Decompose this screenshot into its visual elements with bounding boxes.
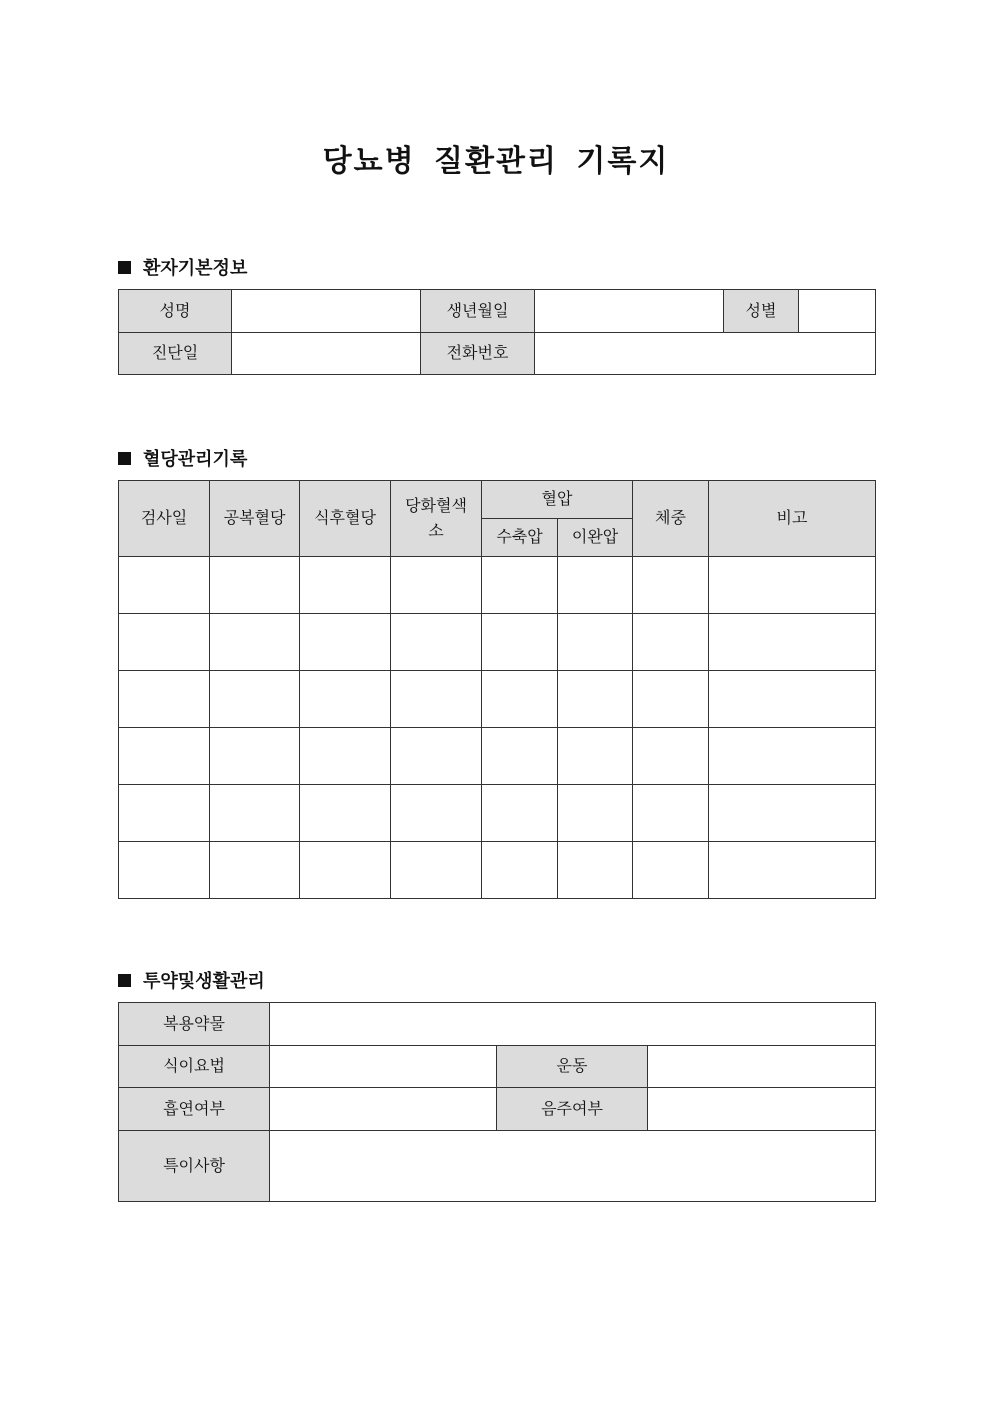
header-postmeal-glucose: 식후혈당 — [300, 481, 391, 557]
table-row — [119, 557, 876, 614]
table-cell[interactable] — [482, 728, 558, 785]
table-cell[interactable] — [119, 728, 210, 785]
table-cell[interactable] — [300, 614, 391, 671]
table-cell[interactable] — [558, 842, 633, 899]
table-cell[interactable] — [300, 671, 391, 728]
table-cell[interactable] — [391, 614, 482, 671]
table-cell[interactable] — [391, 557, 482, 614]
table-cell[interactable] — [119, 671, 210, 728]
glucose-section-title: 혈당관리기록 — [143, 449, 248, 470]
table-row — [119, 785, 876, 842]
table-cell[interactable] — [633, 728, 709, 785]
table-row — [119, 671, 876, 728]
table-cell[interactable] — [709, 842, 876, 899]
birth-field[interactable] — [535, 290, 724, 333]
header-weight: 체중 — [633, 481, 709, 557]
page-title: 당뇨병 질환관리 기록지 — [322, 144, 670, 179]
table-cell[interactable] — [210, 785, 300, 842]
patient-section-heading — [118, 254, 247, 280]
table-cell[interactable] — [709, 785, 876, 842]
exercise-field[interactable] — [648, 1046, 876, 1088]
header-blood-pressure: 혈압 — [482, 481, 633, 519]
square-bullet-icon — [118, 974, 131, 987]
table-cell[interactable] — [300, 785, 391, 842]
medication-label: 복용약물 — [119, 1003, 270, 1046]
table-cell[interactable] — [300, 557, 391, 614]
medication-field[interactable] — [270, 1003, 876, 1046]
patient-info-table — [118, 289, 876, 375]
birth-label: 생년월일 — [421, 290, 535, 333]
gender-field[interactable] — [799, 290, 876, 333]
square-bullet-icon — [118, 261, 131, 274]
phone-field[interactable] — [535, 333, 876, 375]
table-cell[interactable] — [210, 671, 300, 728]
table-cell[interactable] — [119, 785, 210, 842]
name-field[interactable] — [232, 290, 421, 333]
table-cell[interactable] — [558, 671, 633, 728]
table-cell[interactable] — [210, 557, 300, 614]
square-bullet-icon — [118, 452, 131, 465]
header-hba1c: 당화혈색소 — [391, 481, 482, 557]
table-cell[interactable] — [482, 785, 558, 842]
table-cell[interactable] — [300, 842, 391, 899]
lifestyle-table — [118, 1002, 876, 1202]
diagnosis-date-field[interactable] — [232, 333, 421, 375]
header-diastolic: 이완압 — [558, 519, 633, 557]
table-cell[interactable] — [482, 671, 558, 728]
name-label: 성명 — [119, 290, 232, 333]
glucose-record-table — [118, 480, 876, 899]
glucose-section-heading — [118, 445, 247, 471]
table-cell[interactable] — [633, 785, 709, 842]
table-cell[interactable] — [391, 785, 482, 842]
header-note: 비고 — [709, 481, 876, 557]
table-row — [119, 614, 876, 671]
table-cell[interactable] — [709, 614, 876, 671]
table-cell[interactable] — [709, 728, 876, 785]
table-cell[interactable] — [482, 614, 558, 671]
table-cell[interactable] — [300, 728, 391, 785]
table-cell[interactable] — [119, 842, 210, 899]
table-cell[interactable] — [210, 728, 300, 785]
table-cell[interactable] — [633, 671, 709, 728]
diet-field[interactable] — [270, 1046, 497, 1088]
smoking-label: 흡연여부 — [119, 1088, 270, 1131]
table-cell[interactable] — [633, 614, 709, 671]
table-cell[interactable] — [709, 671, 876, 728]
glucose-record-rows — [119, 557, 876, 899]
table-row — [119, 842, 876, 899]
diet-label: 식이요법 — [119, 1046, 270, 1088]
table-cell[interactable] — [119, 614, 210, 671]
table-cell[interactable] — [210, 842, 300, 899]
table-cell[interactable] — [633, 557, 709, 614]
exercise-label: 운동 — [497, 1046, 648, 1088]
header-systolic: 수축압 — [482, 519, 558, 557]
table-row — [119, 728, 876, 785]
drinking-label: 음주여부 — [497, 1088, 648, 1131]
phone-label: 전화번호 — [421, 333, 535, 375]
header-fasting-glucose: 공복혈당 — [210, 481, 300, 557]
gender-label: 성별 — [724, 290, 799, 333]
diagnosis-date-label: 진단일 — [119, 333, 232, 375]
table-cell[interactable] — [558, 557, 633, 614]
table-cell[interactable] — [558, 728, 633, 785]
table-cell[interactable] — [482, 842, 558, 899]
special-notes-field[interactable] — [270, 1131, 876, 1202]
table-cell[interactable] — [391, 671, 482, 728]
special-notes-label: 특이사항 — [119, 1131, 270, 1202]
table-cell[interactable] — [391, 842, 482, 899]
table-cell[interactable] — [391, 728, 482, 785]
table-cell[interactable] — [119, 557, 210, 614]
table-cell[interactable] — [482, 557, 558, 614]
table-cell[interactable] — [558, 614, 633, 671]
patient-section-title: 환자기본정보 — [143, 258, 248, 279]
table-cell[interactable] — [709, 557, 876, 614]
lifestyle-section-heading — [118, 967, 265, 993]
drinking-field[interactable] — [648, 1088, 876, 1131]
header-test-date: 검사일 — [119, 481, 210, 557]
smoking-field[interactable] — [270, 1088, 497, 1131]
table-cell[interactable] — [210, 614, 300, 671]
table-cell[interactable] — [633, 842, 709, 899]
lifestyle-section-title: 투약및생활관리 — [143, 971, 265, 992]
table-cell[interactable] — [558, 785, 633, 842]
